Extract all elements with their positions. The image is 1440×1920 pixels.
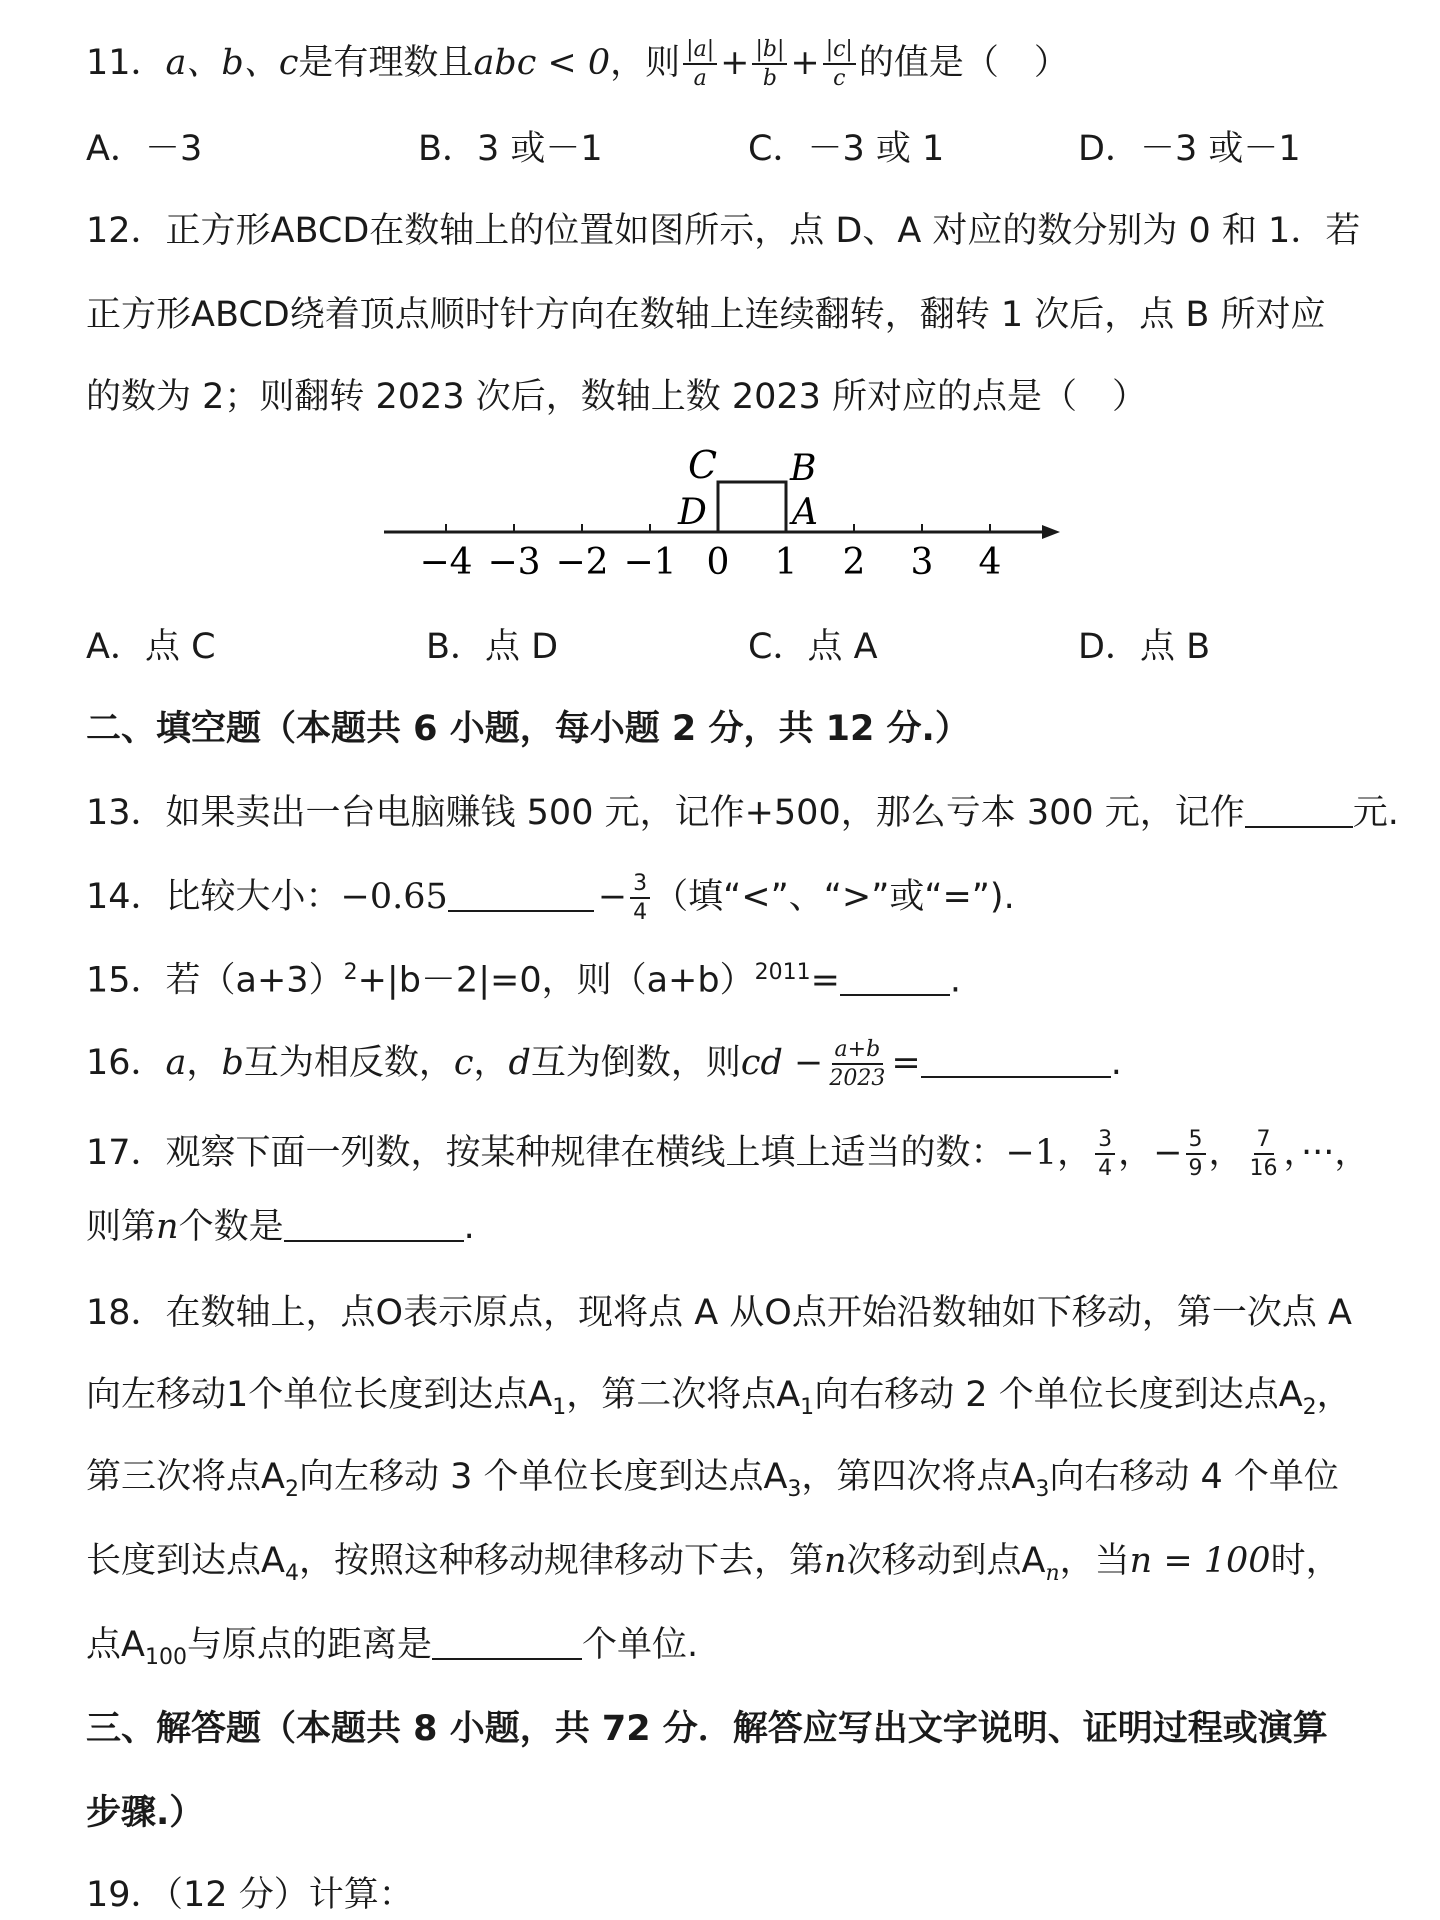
q18-line1: 18．在数轴上，点O表示原点，现将点 A 从O点开始沿数轴如下移动，第一次点 A xyxy=(86,1293,1352,1333)
tick-label: 3 xyxy=(910,542,934,583)
q16-eq: = xyxy=(891,1043,921,1084)
q14-minus: − xyxy=(597,877,628,918)
q12-line1: 12．正方形ABCD在数轴上的位置如图所示，点 D、A 对应的数分别为 0 和 1．若 xyxy=(86,211,1361,251)
q12-line2: 正方形ABCD绕着顶点顺时针方向在数轴上连续翻转，翻转 1 次后，点 B 所对应 xyxy=(86,295,1326,335)
square-abcd xyxy=(718,482,786,532)
q17-answer-blank[interactable] xyxy=(284,1240,464,1242)
q12-option-a[interactable]: A．点 C xyxy=(86,627,216,667)
q16-answer-blank[interactable] xyxy=(921,1076,1111,1078)
q13-line xyxy=(86,793,1399,833)
q15-eq: = xyxy=(810,960,840,1001)
q11-post: 的值是（ ） xyxy=(858,43,1069,84)
q11-frac-a: $\frac{|a|}{a}$ xyxy=(683,38,717,90)
q18-line4: 长度到达点$A_4$，按照这种移动规律移动下去，第n次移动到点$A_n$，当n = 100时， xyxy=(86,1541,1341,1586)
q16-sep: ， xyxy=(186,1043,222,1084)
q11-condition: abc < 0 xyxy=(473,43,611,84)
q17-line2-post: 个数是 xyxy=(178,1207,284,1247)
q17-end: . xyxy=(463,1207,475,1247)
q16-sep: ， xyxy=(473,1043,509,1084)
q16-mid1: 互为相反数， xyxy=(243,1043,454,1084)
q11-number: 11． xyxy=(86,43,166,84)
q17-frac-2: $\frac{5}{9}$ xyxy=(1186,1128,1206,1180)
q18-answer-blank[interactable] xyxy=(432,1658,582,1660)
q11-line xyxy=(86,38,1069,90)
q16-fraction: $\frac{a+b}{2023}$ xyxy=(829,1037,886,1092)
tick-label: −1 xyxy=(623,542,677,583)
section2-heading: 二、填空题（本题共 6 小题，每小题 2 分，共 12 分.） xyxy=(86,709,970,749)
q14-answer-blank[interactable] xyxy=(448,910,594,912)
q17-line1: 17．观察下面一列数，按某种规律在横线上填上适当的数：−1， $\frac{3}{4}$ ，− $\frac{5}{9}$ ， $\frac{7}{16}$ ，···， xyxy=(86,1127,1370,1182)
q11-frac-c: $\frac{|c|}{c}$ xyxy=(823,38,856,90)
q11-frac-b: $\frac{|b|}{b}$ xyxy=(752,38,787,90)
label-c: C xyxy=(688,443,718,487)
q15-exponent-2011: 2011 xyxy=(754,960,811,985)
q15-post: . xyxy=(949,960,962,1001)
tick-label: 1 xyxy=(774,542,798,583)
q17-pre: 17．观察下面一列数，按某种规律在横线上填上适当的数： xyxy=(86,1133,1006,1174)
q11-then: ，则 xyxy=(610,43,681,84)
q16-var-d: d xyxy=(508,1043,531,1084)
q12-option-b[interactable]: B．点 D xyxy=(426,627,559,667)
q18-line2: 向左移动1个单位长度到达点$A_1$，第二次将点$A_1$向右移动 2 个单位长度到达点$A_2$， xyxy=(86,1375,1352,1420)
q15-pre: 15．若（a+3） xyxy=(86,960,344,1001)
q17-line2 xyxy=(86,1207,475,1247)
tick-label: 4 xyxy=(978,542,1002,583)
section3-heading-line2: 步骤.） xyxy=(86,1793,205,1833)
q14-pre: 14．比较大小： xyxy=(86,877,341,918)
q17-first: −1 xyxy=(1005,1133,1058,1174)
q14-value: −0.65 xyxy=(340,877,448,918)
q11-pre: 是有理数且 xyxy=(298,43,474,84)
q18-line3: 第三次将点$A_2$向左移动 3 个单位长度到达点$A_3$，第四次将点$A_3$向右移动 4 个单位 xyxy=(86,1457,1339,1502)
q11-option-c[interactable]: C．－3 或 1 xyxy=(748,129,945,169)
label-a: A xyxy=(792,492,818,533)
q15-line xyxy=(86,962,961,999)
q16-expr: cd − xyxy=(740,1043,824,1084)
q11-option-d[interactable]: D．－3 或－1 xyxy=(1078,129,1301,169)
q16-var-b: b xyxy=(221,1043,244,1084)
q14-post: （填“<”、“>”或“=”). xyxy=(653,877,1015,918)
arrow-icon xyxy=(1042,525,1060,539)
tick-label: −2 xyxy=(555,542,609,583)
q16-var-a: a xyxy=(165,1043,187,1084)
q17-n: n xyxy=(156,1207,179,1247)
tick-label: 0 xyxy=(706,542,730,583)
q11-option-b[interactable]: B．3 或－1 xyxy=(418,129,603,169)
tick-label: −4 xyxy=(419,542,473,583)
q16-line xyxy=(86,1038,1122,1090)
q17-frac-1: $\frac{3}{4}$ xyxy=(1095,1128,1115,1180)
q16-mid2: 互为倒数，则 xyxy=(530,1043,741,1084)
label-b: B xyxy=(790,448,817,489)
tick-label: 2 xyxy=(842,542,866,583)
q12-line3: 的数为 2；则翻转 2023 次后，数轴上数 2023 所对应的点是（ ） xyxy=(86,377,1148,417)
q17-tail: ，···， xyxy=(1283,1133,1370,1174)
q16-post: . xyxy=(1110,1043,1122,1084)
q17-neg: − xyxy=(1153,1133,1183,1174)
q12-option-d[interactable]: D．点 B xyxy=(1078,627,1211,667)
q14-fraction: $\frac{3}{4}$ xyxy=(630,872,650,924)
q15-exponent: 2 xyxy=(343,960,358,985)
q12-option-c[interactable]: C．点 A xyxy=(748,627,878,667)
q17-line2-pre: 则第 xyxy=(86,1207,157,1247)
number-line-figure xyxy=(370,440,1070,590)
section3-heading-line1: 三、解答题（本题共 8 小题，共 72 分．解答应写出文字说明、证明过程或演算 xyxy=(86,1709,1328,1749)
q14-line xyxy=(86,872,1015,924)
q13-post: 元. xyxy=(1352,793,1399,833)
q19-line: 19．（12 分）计算： xyxy=(86,1875,414,1915)
q15-answer-blank[interactable] xyxy=(840,994,950,996)
plus-sign: + xyxy=(790,43,820,84)
q16-pre: 16． xyxy=(86,1043,166,1084)
q16-var-c: c xyxy=(453,1043,474,1084)
label-d: D xyxy=(678,492,707,533)
q13-answer-blank[interactable] xyxy=(1245,826,1353,828)
q17-frac-3: $\frac{7}{16}$ xyxy=(1249,1127,1278,1182)
q18-line5: 点$A_{100}$与原点的距离是 个单位. xyxy=(86,1625,699,1670)
q11-option-a[interactable]: A．－3 xyxy=(86,129,203,169)
plus-sign: + xyxy=(720,43,750,84)
q15-mid: +|b－2|=0，则（a+b） xyxy=(357,960,755,1001)
q13-text: 13．如果卖出一台电脑赚钱 500 元，记作+500，那么亏本 300 元，记作 xyxy=(86,793,1245,833)
tick-label: −3 xyxy=(487,542,541,583)
q11-vars: a、b、c xyxy=(165,43,299,84)
